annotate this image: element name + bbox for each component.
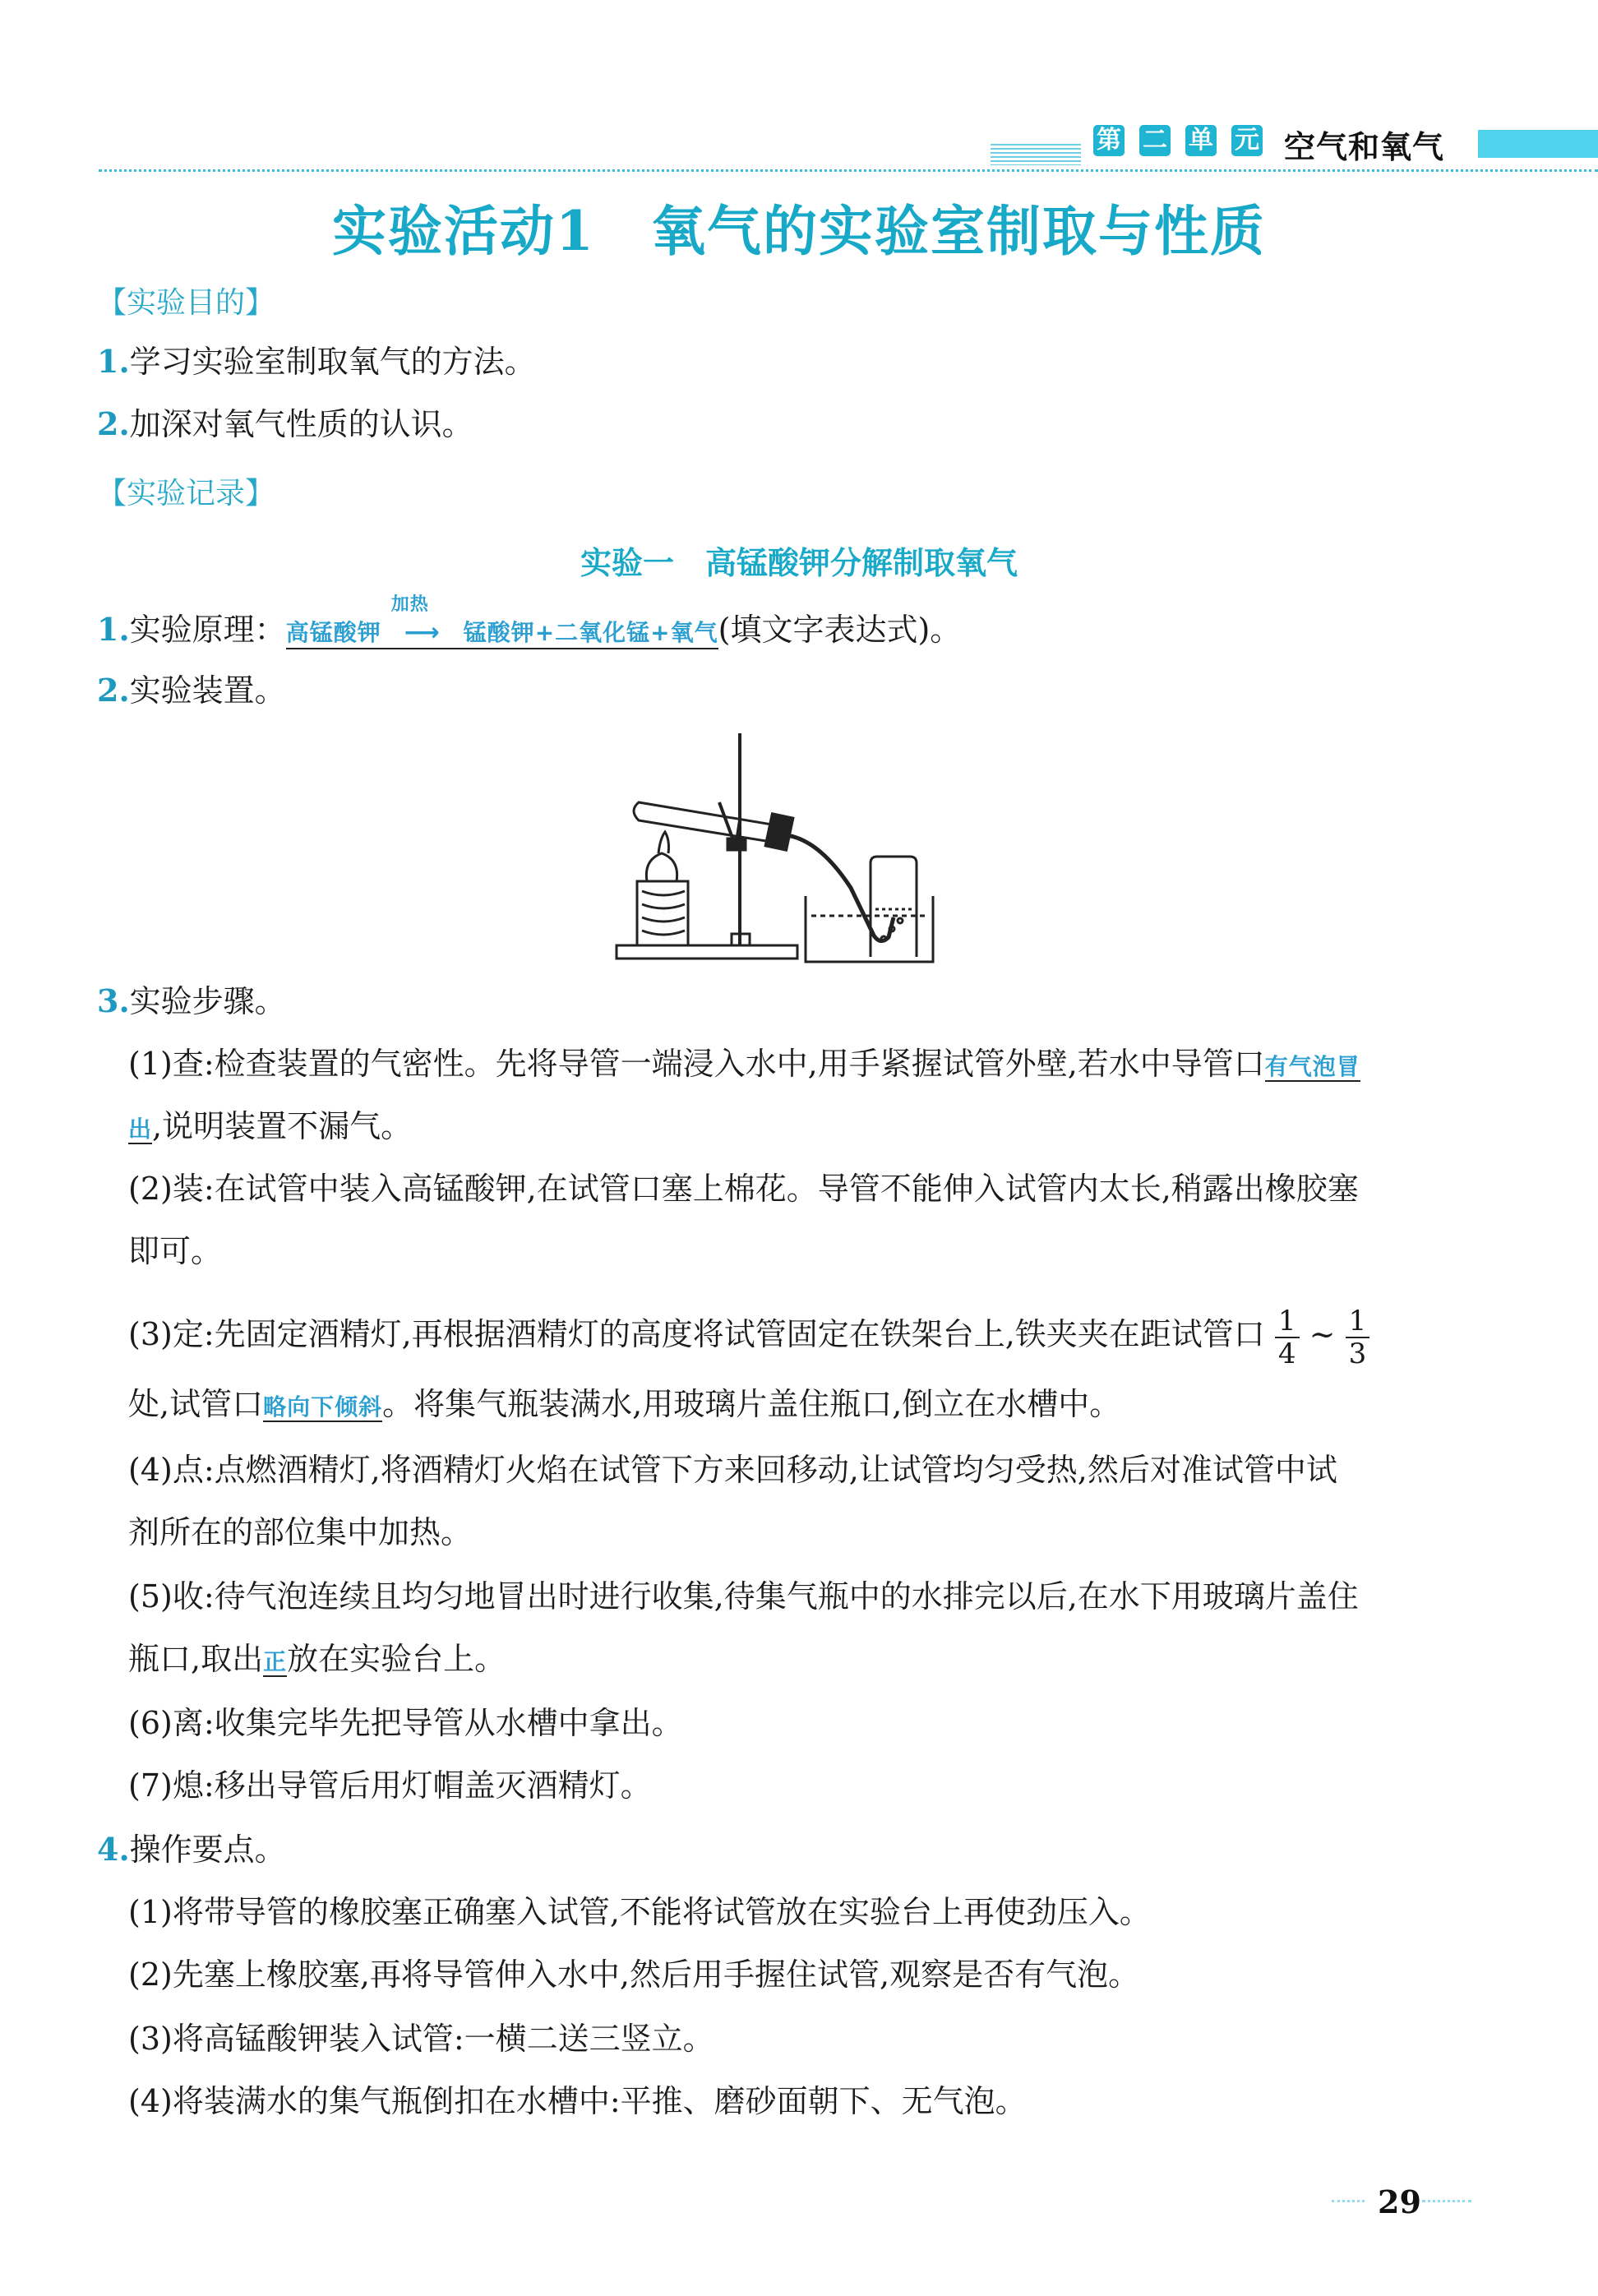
apparatus-diagram bbox=[604, 723, 966, 970]
purpose-item: 2.加深对氧气性质的认识。 bbox=[97, 405, 473, 442]
step-4: (4)点:点燃酒精灯,将酒精灯火焰在试管下方来回移动,让试管均匀受热,然后对准试管中试 bbox=[128, 1452, 1337, 1488]
header-unit-char: 单 bbox=[1185, 125, 1217, 156]
purpose-item: 1.学习实验室制取氧气的方法。 bbox=[97, 343, 536, 380]
experiment-title: 实验一 高锰酸钾分解制取氧气 bbox=[580, 545, 1018, 581]
step-5-cont: 瓶口,取出正放在实验台上。 bbox=[128, 1641, 506, 1677]
answer-blank: 略向下倾斜 bbox=[263, 1393, 383, 1421]
footer-decor bbox=[1422, 2200, 1471, 2202]
step-7: (7)熄:移出导管后用灯帽盖灭酒精灯。 bbox=[128, 1767, 652, 1804]
header-decor-stripes bbox=[991, 144, 1081, 165]
fraction: $\frac{1}{3}$ bbox=[1346, 1305, 1370, 1370]
header-divider bbox=[99, 169, 1598, 172]
steps-heading: 3.实验步骤。 bbox=[97, 982, 286, 1019]
step-1-cont: 出,说明装置不漏气。 bbox=[128, 1108, 413, 1144]
step-4-cont: 剂所在的部位集中加热。 bbox=[128, 1514, 473, 1550]
fraction: $\frac{1}{4}$ bbox=[1275, 1305, 1300, 1370]
answer-blank: 有气泡冒 bbox=[1264, 1053, 1360, 1080]
test-tube bbox=[634, 802, 787, 843]
arrow-icon: 加热 ⟶ bbox=[390, 594, 441, 647]
step-5: (5)收:待气泡连续且均匀地冒出时进行收集,待集气瓶中的水排完以后,在水下用玻璃片盖住 bbox=[128, 1578, 1359, 1615]
header-unit-char: 第 bbox=[1093, 125, 1125, 156]
step-6: (6)离:收集完毕先把导管从水槽中拿出。 bbox=[128, 1705, 683, 1741]
apparatus-line: 2.实验装置。 bbox=[97, 672, 286, 709]
point-item: (1)将带导管的橡胶塞正确塞入试管,不能将试管放在实验台上再使劲压入。 bbox=[128, 1894, 1151, 1930]
header-unit-title: 空气和氧气 bbox=[1284, 129, 1445, 165]
point-item: (2)先塞上橡胶塞,再将导管伸入水中,然后用手握住试管,观察是否有气泡。 bbox=[128, 1956, 1140, 1993]
page-title: 实验活动1 氧气的实验室制取与性质 bbox=[332, 199, 1266, 263]
delivery-tube bbox=[787, 835, 894, 941]
section-label-record: 【实验记录】 bbox=[97, 477, 275, 510]
iron-stand-base bbox=[617, 945, 797, 959]
header-accent-bar bbox=[1478, 130, 1598, 158]
principle-line: 1.实验原理：高锰酸钾 加热 ⟶ 锰酸钾+二氧化锰+氧气(填文字表达式)。 bbox=[97, 612, 961, 651]
point-item: (4)将装满水的集气瓶倒扣在水槽中:平推、磨砂面朝下、无气泡。 bbox=[128, 2083, 1027, 2119]
step-3-cont: 处,试管口略向下倾斜。将集气瓶装满水,用玻璃片盖住瓶口,倒立在水槽中。 bbox=[128, 1386, 1121, 1422]
step-1: (1)查:检查装置的气密性。先将导管一端浸入水中,用手紧握试管外壁,若水中导管口有气泡冒 bbox=[128, 1046, 1360, 1082]
footer-decor bbox=[1332, 2200, 1365, 2202]
answer-blank: 正 bbox=[263, 1648, 288, 1675]
alcohol-lamp bbox=[646, 853, 677, 881]
header-unit-char: 元 bbox=[1231, 125, 1263, 156]
step-3: (3)定:先固定酒精灯,再根据酒精灯的高度将试管固定在铁架台上,铁夹夹在距试管口 $\frac{1}{4}$ ~ $\frac{1}{3}$ bbox=[128, 1297, 1369, 1371]
points-heading: 4.操作要点。 bbox=[97, 1831, 286, 1868]
answer-blank: 出 bbox=[128, 1116, 153, 1143]
section-label-purpose: 【实验目的】 bbox=[97, 286, 275, 320]
step-2-cont: 即可。 bbox=[128, 1233, 223, 1269]
rubber-stopper bbox=[765, 814, 793, 851]
page-number: 29 bbox=[1378, 2183, 1421, 2220]
step-2: (2)装:在试管中装入高锰酸钾,在试管口塞上棉花。导管不能伸入试管内太长,稍露出橡胶塞 bbox=[128, 1171, 1359, 1207]
point-item: (3)将高锰酸钾装入试管:一横二送三竖立。 bbox=[128, 2021, 714, 2057]
header-unit-char: 二 bbox=[1139, 125, 1171, 156]
principle-answer: 高锰酸钾 加热 ⟶ 锰酸钾+二氧化锰+氧气 bbox=[286, 612, 718, 649]
